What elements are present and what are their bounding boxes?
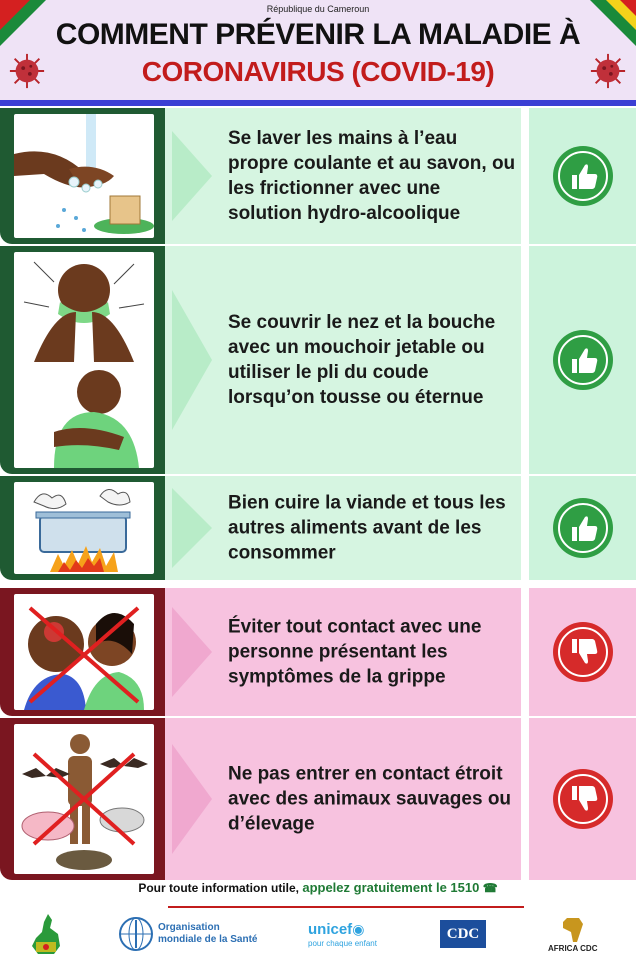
who-logo	[118, 912, 257, 956]
title-line-2: CORONAVIRUS (COVID-19)	[141, 56, 495, 87]
prevention-row-cook-food	[0, 476, 636, 580]
chevron-right-icon	[172, 744, 212, 854]
africa-cdc-logo	[548, 912, 597, 956]
icon-panel	[529, 476, 636, 580]
virus-icon	[589, 52, 627, 90]
prevention-row-handwashing	[0, 108, 636, 244]
phone-icon: ☎	[482, 881, 498, 895]
cameroon-logo	[28, 912, 64, 956]
prevention-text: Se laver les mains à l’eau propre coulante et au savon, ou les frictionner avec une solution hydro-alcoolique	[228, 128, 516, 224]
cooking-pot-illustration	[14, 482, 154, 574]
icon-panel	[529, 246, 636, 474]
africa-map-icon	[559, 916, 587, 944]
chevron-right-icon	[172, 488, 212, 568]
prevention-row-avoid-contact	[0, 588, 636, 716]
prevention-text: Ne pas entrer en contact étroit avec des animaux sauvages ou d’élevage	[228, 763, 512, 835]
unicef-logo	[308, 912, 377, 956]
republic-label: République du Cameroun	[266, 4, 370, 14]
footer-hotline[interactable]: appelez gratuitement le 1510	[302, 880, 480, 895]
footer-info	[0, 880, 636, 895]
title-line-1: COMMENT PRÉVENIR LA MALADIE À	[55, 18, 581, 51]
who-line-2: mondiale de la Santé	[158, 934, 258, 945]
thumbs-up-icon	[552, 497, 614, 559]
prevention-row-avoid-animals	[0, 718, 636, 880]
icon-panel	[529, 108, 636, 244]
chevron-right-icon	[172, 131, 212, 221]
animals-illustration	[14, 724, 154, 874]
cameroon-map-icon	[28, 912, 64, 956]
chevron-right-icon	[172, 607, 212, 697]
icon-panel	[529, 718, 636, 880]
unicef-emblem-icon: ◉	[352, 920, 365, 937]
cdc-wordmark: CDC	[440, 920, 486, 948]
unicef-wordmark: unicef	[308, 920, 353, 938]
cdc-logo	[440, 912, 486, 956]
who-line-1: Organisation	[158, 922, 220, 933]
virus-icon	[8, 52, 46, 90]
cough-illustration	[14, 252, 154, 468]
prevention-row-cover-cough	[0, 246, 636, 474]
thumbs-down-icon	[552, 621, 614, 683]
close-contact-illustration	[14, 594, 154, 710]
thumbs-up-icon	[552, 329, 614, 391]
thumbs-up-icon	[552, 145, 614, 207]
thumbs-down-icon	[552, 768, 614, 830]
africa-cdc-label: AFRICA CDC	[548, 943, 598, 953]
prevention-text: Bien cuire la viande et tous les autres aliments avant de les consommer	[228, 492, 506, 564]
icon-panel	[529, 588, 636, 716]
prevention-text: Éviter tout contact avec une personne présentant les symptômes de la grippe	[228, 616, 482, 688]
header-stripe	[0, 100, 636, 106]
header	[0, 0, 636, 100]
prevention-text: Se couvrir le nez et la bouche avec un mouchoir jetable ou utiliser le pli du coude lorsqu’on tousse ou éternue	[228, 312, 496, 408]
unicef-tagline: pour chaque enfant	[308, 938, 377, 948]
footer-info-prefix: Pour toute information utile,	[138, 881, 299, 895]
handwashing-illustration	[14, 114, 154, 238]
partner-logos	[0, 908, 636, 960]
who-emblem-icon	[118, 916, 154, 952]
chevron-right-icon	[172, 290, 212, 430]
